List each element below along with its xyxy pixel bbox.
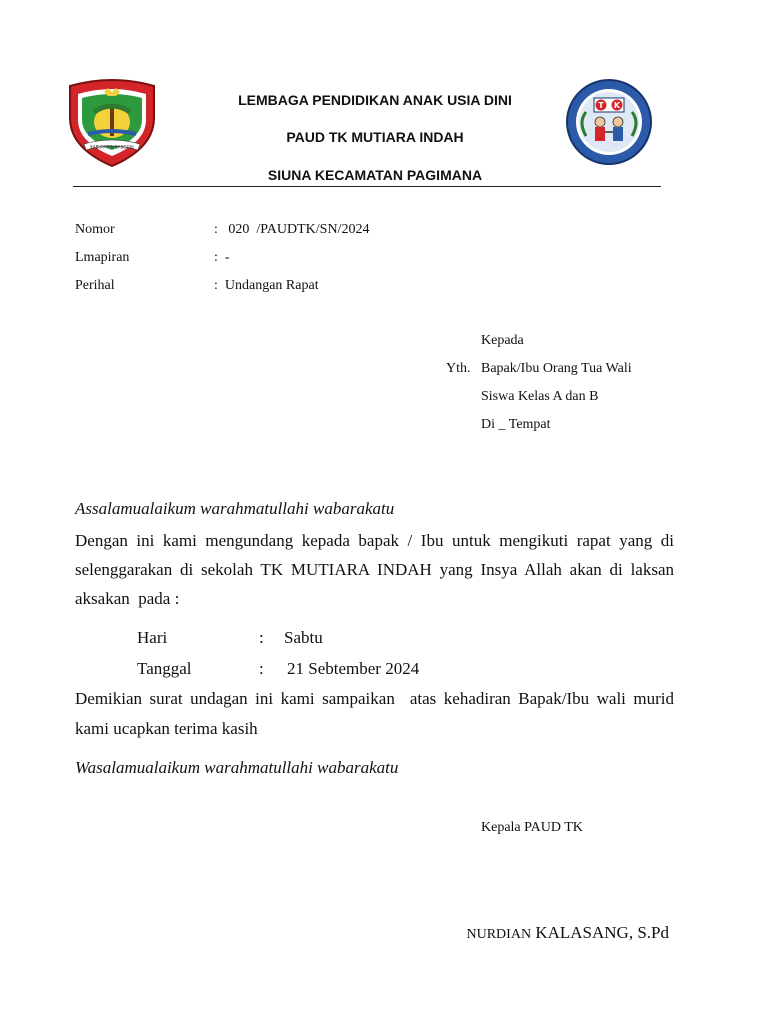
nomor-value: : 020 /PAUDTK/SN/2024 [214, 222, 370, 237]
svg-text:T: T [598, 101, 604, 110]
paragraph1-line2: selenggarakan di sekolah TK MUTIARA INDAH yang Insya Allah akan di laksan [75, 560, 674, 579]
tanggal-label: Tanggal [137, 659, 192, 678]
paragraph2-line1: Demikian surat undagan ini kami sampaikan atas kehadiran Bapak/Ibu wali murid [75, 689, 674, 708]
greeting: Assalamualaikum warahmatullahi wabarakatu [75, 499, 395, 518]
recipient-line2: Siswa Kelas A dan B [481, 389, 599, 404]
recipient-yth: Yth. [446, 361, 471, 376]
perihal-value: : Undangan Rapat [214, 278, 319, 293]
tanggal-value: 21 Sebtember 2024 [287, 659, 420, 678]
hari-value: Sabtu [284, 628, 323, 647]
recipient-kepada: Kepada [481, 333, 524, 348]
recipient-line3: Di _ Tempat [481, 417, 551, 432]
closing-greeting: Wasalamualaikum warahmatullahi wabarakatu [75, 758, 399, 777]
recipient-line1: Bapak/Ibu Orang Tua Wali [481, 361, 632, 376]
signature-name [458, 903, 669, 943]
nomor-label: Nomor [75, 222, 115, 237]
svg-text:KABUPATEN BANGGAI: KABUPATEN BANGGAI [90, 144, 134, 150]
paragraph2-line2: kami ucapkan terima kasih [75, 719, 258, 738]
letterhead-line3: SIUNA KECAMATAN PAGIMANA [267, 167, 483, 183]
signature-title: Kepala PAUD TK [481, 820, 583, 835]
lampiran-value: : - [214, 250, 230, 265]
letterhead-line1: LEMBAGA PENDIDIKAN ANAK USIA DINI [238, 92, 512, 108]
signature-name-first: NURDIAN [466, 927, 532, 942]
perihal-label: Perihal [75, 278, 115, 293]
svg-text:K: K [613, 101, 621, 110]
signature-name-rest: KALASANG, S.Pd [531, 923, 669, 942]
paragraph1-line1: Dengan ini kami mengundang kepada bapak / Ibu untuk mengikuti rapat yang di [75, 531, 674, 550]
paragraph1-line3: aksakan pada : [75, 589, 180, 608]
letterhead-line2: PAUD TK MUTIARA INDAH [286, 129, 464, 145]
hari-colon: : [259, 628, 264, 647]
hari-label: Hari [137, 628, 168, 647]
lampiran-label: Lmapiran [75, 250, 130, 265]
letterhead-divider [73, 186, 661, 187]
regency-shield-emblem-icon [64, 78, 160, 168]
tanggal-colon: : [259, 659, 264, 678]
